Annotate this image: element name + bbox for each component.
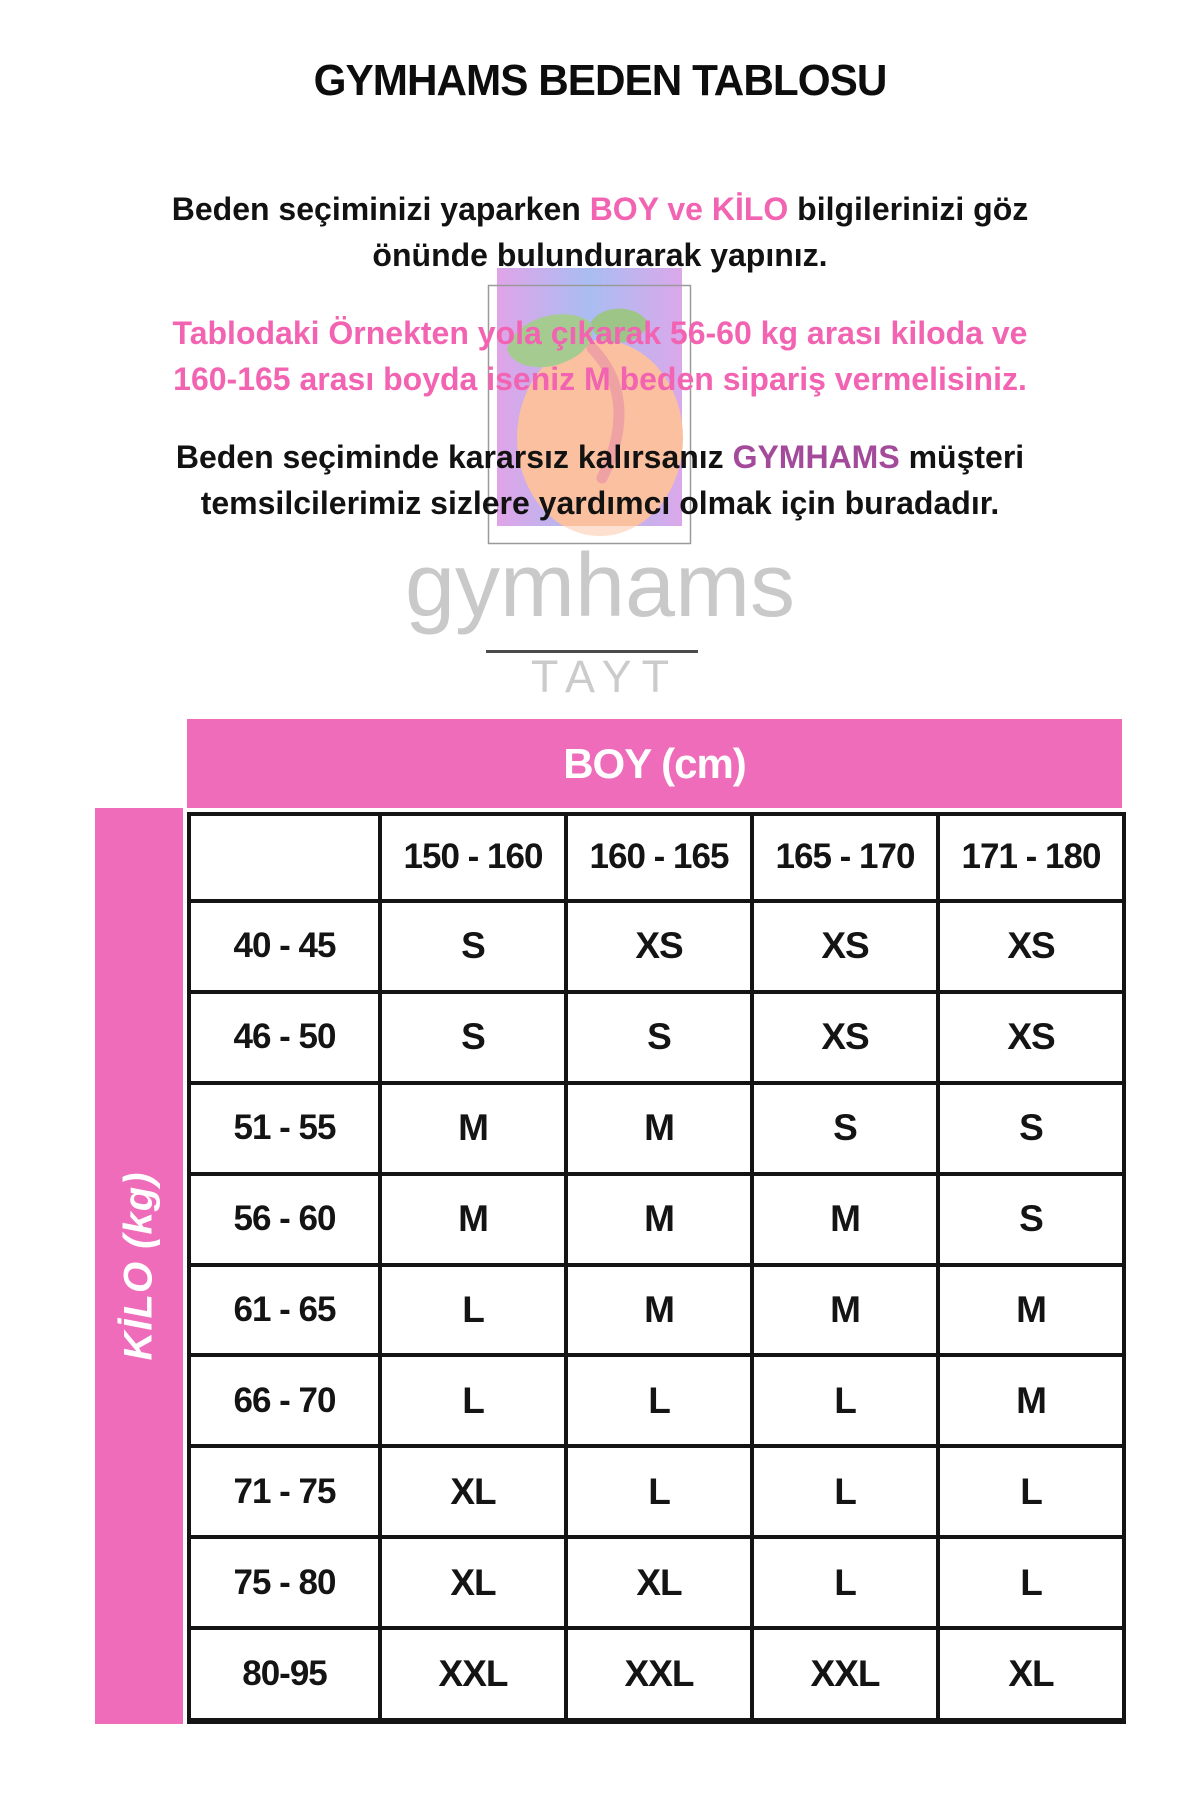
size-cell: XS	[938, 992, 1124, 1083]
size-cell: M	[380, 1174, 566, 1265]
table-row	[189, 992, 1124, 1083]
size-cell: L	[752, 1446, 938, 1537]
height-range-header: 171 - 180	[938, 814, 1124, 901]
size-cell: M	[752, 1174, 938, 1265]
weight-range-label: 66 - 70	[189, 1355, 380, 1446]
size-cell: XS	[566, 901, 752, 992]
support-text-line2: temsilcilerimiz sizlere yardımcı olmak için buradadır.	[200, 485, 1000, 521]
size-cell: L	[938, 1537, 1124, 1628]
weight-range-label: 61 - 65	[189, 1265, 380, 1356]
table-row	[189, 1265, 1124, 1356]
size-cell: M	[380, 1083, 566, 1174]
intro-text-line2: önünde bulundurarak yapınız.	[372, 237, 828, 273]
table-header-row	[189, 814, 1124, 901]
brand-highlight: GYMHAMS	[732, 439, 900, 475]
size-cell: XL	[380, 1446, 566, 1537]
size-cell: XS	[752, 992, 938, 1083]
watermark-product-text: TAYT	[530, 651, 680, 702]
page-title: GYMHAMS BEDEN TABLOSU	[313, 56, 887, 105]
size-cell: S	[938, 1174, 1124, 1265]
table-row	[189, 1628, 1124, 1721]
support-text-cont: müşteri	[899, 439, 1025, 475]
size-cell: L	[566, 1446, 752, 1537]
weight-range-label: 56 - 60	[189, 1174, 380, 1265]
size-cell: S	[752, 1083, 938, 1174]
table-row	[189, 1355, 1124, 1446]
weight-range-label: 80-95	[189, 1628, 380, 1721]
size-cell: L	[752, 1537, 938, 1628]
size-cell: M	[938, 1355, 1124, 1446]
size-cell: S	[380, 992, 566, 1083]
support-text: Beden seçiminde kararsız kalırsanız	[175, 439, 733, 475]
size-cell: XL	[566, 1537, 752, 1628]
size-cell: XS	[752, 901, 938, 992]
boy-header-label: BOY (cm)	[563, 739, 746, 787]
boy-header	[187, 719, 1122, 808]
size-cell: S	[380, 901, 566, 992]
weight-range-label: 51 - 55	[189, 1083, 380, 1174]
size-example-paragraph	[40, 310, 1160, 402]
table-row	[189, 1537, 1124, 1628]
example-line1: Tablodaki Örnekten yola çıkarak 56-60 kg arası kiloda ve	[172, 315, 1028, 351]
size-cell: M	[938, 1265, 1124, 1356]
table-row	[189, 1083, 1124, 1174]
corner-cell	[189, 814, 380, 901]
size-cell: S	[938, 1083, 1124, 1174]
size-table-body	[189, 814, 1124, 1721]
size-cell: L	[752, 1355, 938, 1446]
size-cell: XL	[938, 1628, 1124, 1721]
example-line2: 160-165 arası boyda iseniz M beden sipariş vermelisiniz.	[173, 361, 1027, 397]
intro-text: Beden seçiminizi yaparken	[171, 191, 590, 227]
size-cell: M	[566, 1265, 752, 1356]
weight-range-label: 71 - 75	[189, 1446, 380, 1537]
table-row	[189, 1174, 1124, 1265]
size-cell: XXL	[380, 1628, 566, 1721]
size-cell: XXL	[752, 1628, 938, 1721]
size-cell: M	[566, 1083, 752, 1174]
size-cell: XS	[938, 901, 1124, 992]
intro-paragraph	[40, 186, 1160, 278]
size-table	[187, 812, 1126, 1724]
table-row	[189, 901, 1124, 992]
weight-range-label: 75 - 80	[189, 1537, 380, 1628]
size-cell: M	[566, 1174, 752, 1265]
weight-range-label: 46 - 50	[189, 992, 380, 1083]
size-cell: M	[752, 1265, 938, 1356]
height-range-header: 165 - 170	[752, 814, 938, 901]
size-cell: XL	[380, 1537, 566, 1628]
size-cell: S	[566, 992, 752, 1083]
height-range-header: 160 - 165	[566, 814, 752, 901]
height-range-header: 150 - 160	[380, 814, 566, 901]
watermark-brand-text: gymhams	[404, 536, 796, 636]
support-paragraph	[40, 434, 1160, 526]
pink-highlight: BOY ve KİLO	[589, 191, 789, 227]
size-cell: L	[380, 1265, 566, 1356]
size-cell: L	[938, 1446, 1124, 1537]
weight-range-label: 40 - 45	[189, 901, 380, 992]
kilo-header	[95, 808, 183, 1724]
table-row	[189, 1446, 1124, 1537]
size-cell: L	[380, 1355, 566, 1446]
size-cell: L	[566, 1355, 752, 1446]
size-cell: XXL	[566, 1628, 752, 1721]
kilo-header-label: KİLO (kg)	[116, 1171, 161, 1361]
intro-text-cont: bilgilerinizi göz	[788, 191, 1029, 227]
